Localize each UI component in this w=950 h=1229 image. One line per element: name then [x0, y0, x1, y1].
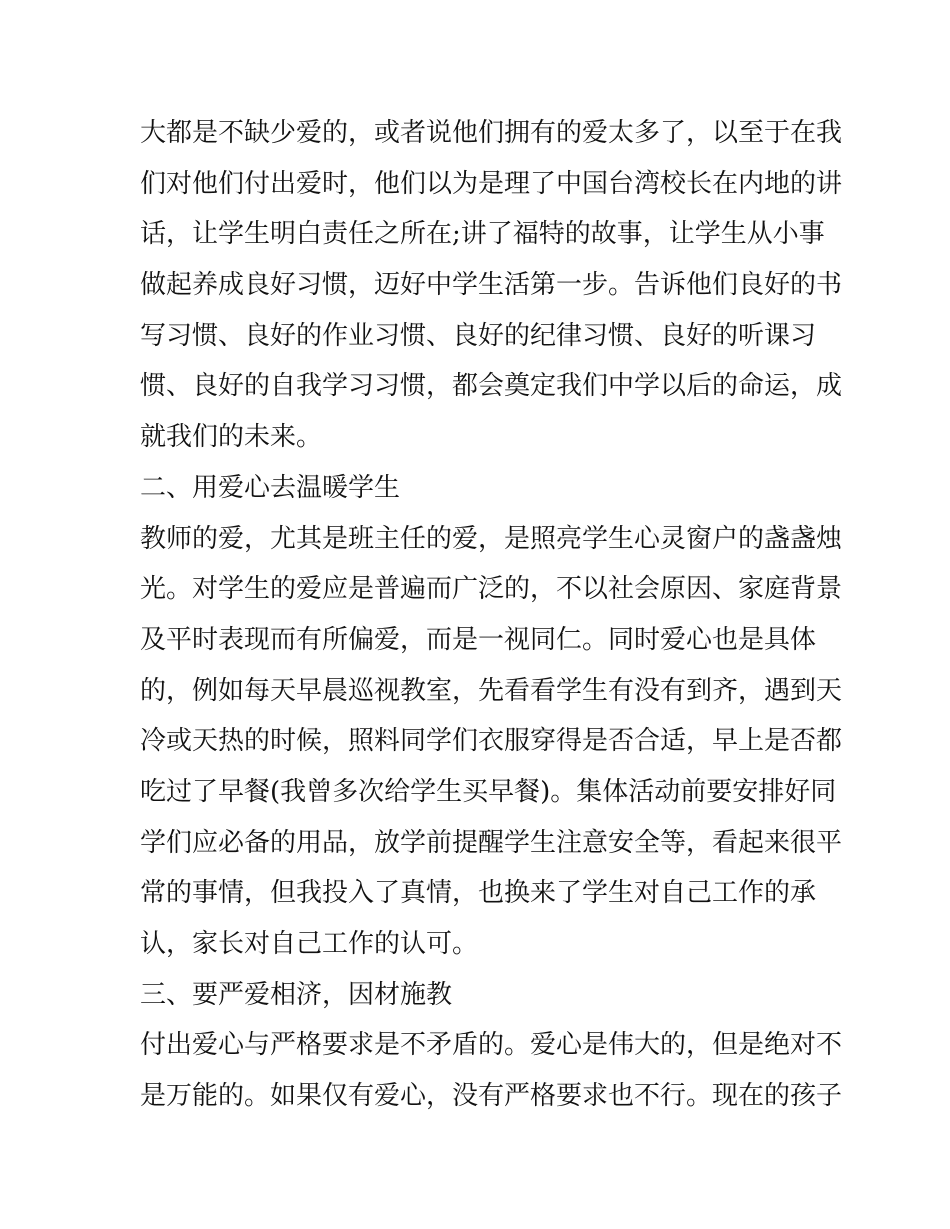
text-line: 就我们的未来。	[140, 422, 323, 453]
text-line: 是万能的。如果仅有爱心，没有严格要求也不行。现在的孩子	[140, 1081, 843, 1112]
section-heading: 二、用爱心去温暖学生	[140, 472, 401, 503]
text-line: 们对他们付出爱时，他们以为是理了中国台湾校长在内地的讲	[140, 168, 843, 199]
text-line: 写习惯、良好的作业习惯、良好的纪律习惯、良好的听课习	[140, 320, 817, 351]
section-heading: 三、要严爱相济，因材施教	[140, 979, 453, 1010]
text-line: 的，例如每天早晨巡视教室，先看看学生有没有到齐，遇到天	[140, 675, 843, 706]
text-line: 付出爱心与严格要求是不矛盾的。爱心是伟大的，但是绝对不	[140, 1030, 843, 1061]
text-line: 话，让学生明白责任之所在;讲了福特的故事，让学生从小事	[140, 219, 825, 250]
document-body	[140, 108, 843, 1122]
text-line: 大都是不缺少爱的，或者说他们拥有的爱太多了，以至于在我	[140, 118, 843, 148]
text-line: 冷或天热的时候，照料同学们衣服穿得是否合适，早上是否都	[140, 726, 843, 757]
text-line: 学们应必备的用品，放学前提醒学生注意安全等，看起来很平	[140, 827, 843, 858]
text-line: 光。对学生的爱应是普遍而广泛的，不以社会原因、家庭背景	[140, 574, 843, 605]
text-line: 教师的爱，尤其是班主任的爱，是照亮学生心灵窗户的盏盏烛	[140, 523, 843, 554]
text-line: 做起养成良好习惯，迈好中学生活第一步。告诉他们良好的书	[140, 270, 843, 301]
text-line: 吃过了早餐(我曾多次给学生买早餐)。集体活动前要安排好同	[140, 776, 837, 807]
text-line: 认，家长对自己工作的认可。	[140, 929, 479, 959]
text-line: 惯、良好的自我学习习惯，都会奠定我们中学以后的命运，成	[140, 371, 843, 402]
text-line: 常的事情，但我投入了真情，也换来了学生对自己工作的承	[140, 878, 817, 909]
text-line: 及平时表现而有所偏爱，而是一视同仁。同时爱心也是具体	[140, 624, 817, 655]
